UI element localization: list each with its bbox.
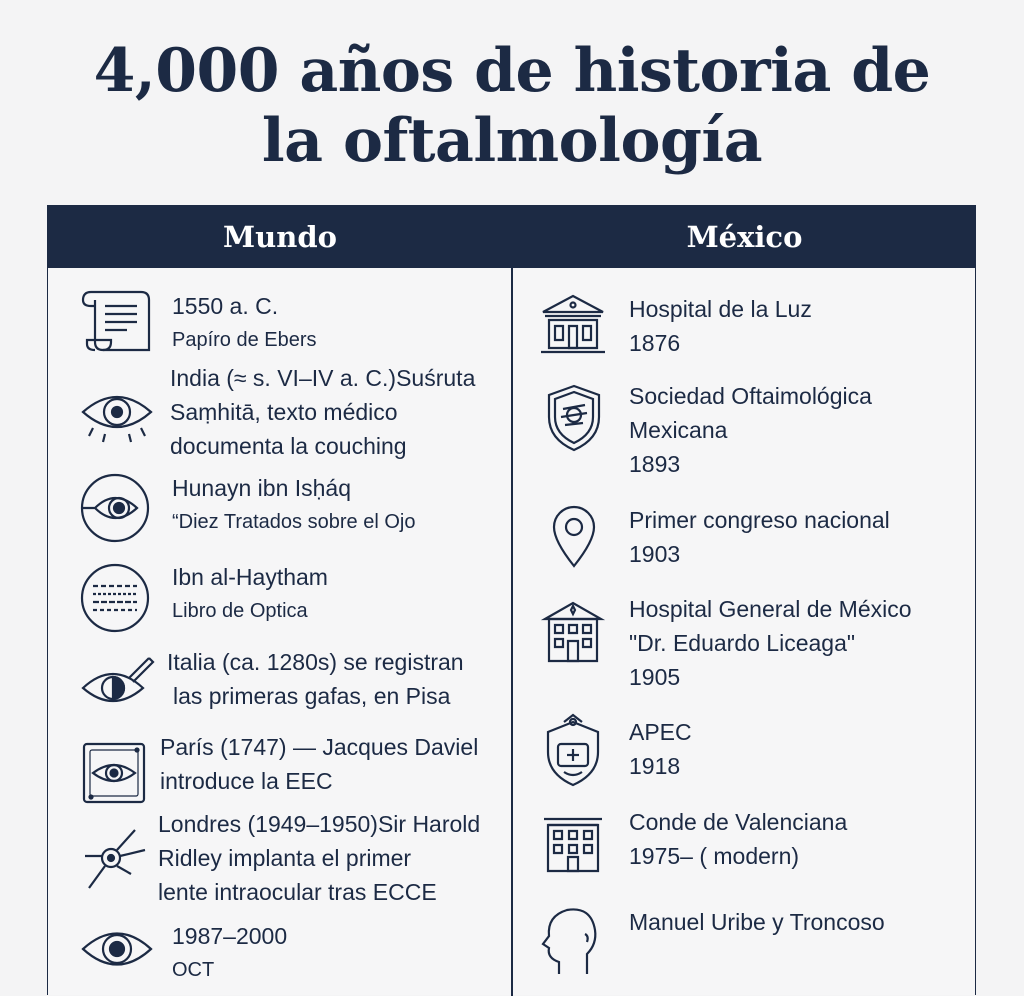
mx-entry-6-year: 1975– ( modern) xyxy=(629,843,800,869)
scroll-icon xyxy=(79,286,155,358)
column-header-mexico: México xyxy=(686,220,803,254)
eye-scan-icon xyxy=(79,924,155,974)
world-entry-5-line-2: las primeras gafas, en Pisa xyxy=(173,683,451,709)
mx-entry-4-line-1: Hospital General de México xyxy=(629,596,912,622)
world-entry-7-line-3: lente intraocular tras ECCE xyxy=(158,879,437,905)
eye-circle-icon xyxy=(79,472,151,544)
world-entry-5 xyxy=(167,645,464,713)
mx-entry-2-line-2: Mexicana xyxy=(629,417,728,443)
world-entry-3 xyxy=(172,471,415,539)
surgical-scissors-icon xyxy=(79,826,149,896)
mx-entry-1-name: Hospital de la Luz xyxy=(629,296,812,322)
title-line-2: la oftalmología xyxy=(261,106,763,176)
world-entry-7-line-1: Londres (1949–1950)Sir Harold xyxy=(158,811,481,837)
world-entry-2-line-3: documenta la couching xyxy=(170,433,407,459)
mx-entry-2 xyxy=(629,379,872,481)
world-entry-4-desc: Libro de Optica xyxy=(172,600,308,622)
mx-entry-1 xyxy=(629,292,812,360)
mx-entry-4 xyxy=(629,592,912,694)
world-entry-7-line-2: Ridley implanta el primer xyxy=(158,845,412,871)
mx-entry-3 xyxy=(629,503,890,571)
mx-entry-3-year: 1903 xyxy=(629,541,681,567)
medical-shield-icon xyxy=(544,712,602,788)
world-entry-2-line-2: Saṃhitā, texto médico xyxy=(170,399,398,425)
head-profile-icon xyxy=(539,904,599,978)
eye-frame-icon xyxy=(81,741,147,805)
world-entry-7 xyxy=(158,807,480,909)
mx-entry-6 xyxy=(629,805,847,873)
mx-entry-2-year: 1893 xyxy=(629,451,681,477)
world-entry-4-name: Ibn al-Haytham xyxy=(172,564,328,590)
hospital-building-icon xyxy=(539,292,607,356)
mx-entry-4-year: 1905 xyxy=(629,664,681,690)
page-title xyxy=(0,36,1024,176)
shield-crest-icon xyxy=(545,383,603,453)
mx-entry-6-name: Conde de Valenciana xyxy=(629,809,848,835)
location-pin-icon xyxy=(550,503,598,569)
world-entry-3-desc: “Diez Tratados sobre el Ojo xyxy=(172,511,416,533)
world-entry-1 xyxy=(172,289,317,357)
world-entry-6-line-2: introduce la EEC xyxy=(160,768,333,794)
mx-entry-7-name: Manuel Uribe y Troncoso xyxy=(629,909,885,935)
world-entry-8 xyxy=(172,919,287,987)
world-entry-2 xyxy=(170,361,475,463)
column-header-world: Mundo xyxy=(223,220,337,254)
mx-entry-7 xyxy=(629,905,885,939)
world-entry-1-year: 1550 a. C. xyxy=(172,293,279,319)
mx-entry-4-line-2: "Dr. Eduardo Liceaga" xyxy=(629,630,856,656)
office-building-icon xyxy=(542,813,604,875)
book-circle-icon xyxy=(79,562,151,634)
title-line-1: 4,000 años de historia de xyxy=(93,36,931,106)
world-entry-5-line-1: Italia (ca. 1280s) se registran xyxy=(167,649,464,675)
mx-entry-5-year: 1918 xyxy=(629,753,681,779)
general-hospital-icon xyxy=(539,597,607,665)
world-entry-3-name: Hunayn ibn Isḥáq xyxy=(172,475,352,501)
world-entry-1-desc: Papíro de Ebers xyxy=(172,329,317,351)
column-divider xyxy=(511,206,513,996)
world-entry-2-line-1: India (≈ s. VI–IV a. C.)Suśruta xyxy=(170,365,476,391)
world-entry-4 xyxy=(172,560,328,628)
mx-entry-5-name: APEC xyxy=(629,719,692,745)
world-entry-6-line-1: París (1747) — Jacques Daviel xyxy=(160,734,479,760)
eye-icon xyxy=(79,386,155,446)
mx-entry-5 xyxy=(629,715,692,783)
timeline-table xyxy=(47,205,976,995)
eye-pen-icon xyxy=(79,656,155,716)
world-entry-8-year: 1987–2000 xyxy=(172,923,288,949)
world-entry-8-desc: OCT xyxy=(172,959,215,981)
world-entry-6 xyxy=(160,730,478,798)
mx-entry-2-line-1: Sociedad Oftaimológica xyxy=(629,383,872,409)
mx-entry-1-year: 1876 xyxy=(629,330,681,356)
mx-entry-3-name: Primer congreso nacional xyxy=(629,507,890,533)
